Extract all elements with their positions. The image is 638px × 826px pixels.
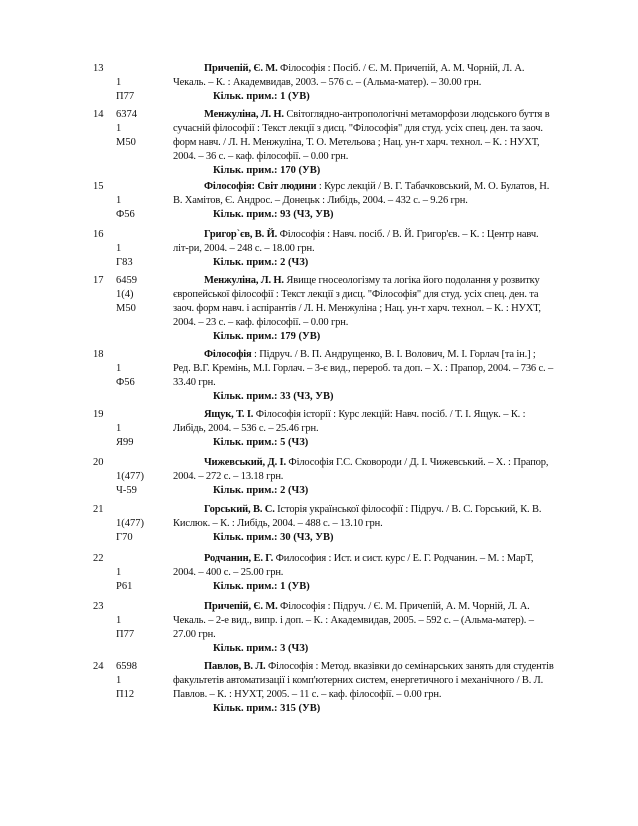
class-index: 1 [116,363,122,374]
copies-label: Кільк. прим.: [213,331,278,342]
inventory-number [116,180,135,194]
author-sign: Ф56 [116,377,135,388]
entry-description [173,108,555,164]
entry-copies [173,580,555,594]
entry-text [173,408,555,450]
entry-number: 17 [93,275,104,286]
entry-number: 18 [93,349,104,360]
entry-class-codes [116,660,137,702]
entry-body: Філософія : Посіб. / Є. М. Причепій, А. М. Чорній, Л. А. Чекаль. – К. : Академвидав, 2003. – 576 с. – (Альма-матер). – 30.00 грн. [173,63,525,88]
copies-value: 93 (ЧЗ, УВ) [280,209,334,220]
entry-description [173,348,555,390]
entry-heading: Філософія [204,349,252,360]
inventory-number [116,348,135,362]
entry-text [173,348,555,404]
copies-label: Кільк. прим.: [213,257,278,268]
inventory-number [116,552,132,566]
author-sign: М50 [116,137,136,148]
entry-heading: Горський, В. С. [204,504,275,515]
entry-copies [173,484,555,498]
entry-text [173,180,555,222]
entry-number: 15 [93,181,104,192]
copies-label: Кільк. прим.: [213,391,278,402]
entry-description [173,62,555,90]
copies-label: Кільк. прим.: [213,437,278,448]
copies-value: 3 (ЧЗ) [280,643,309,654]
entry-body: Філософія історії : Курс лекцій: Навч. посіб. / Т. І. Ящук. – К. : Либідь, 2004. – 536 с. – 25.46 грн. [173,409,526,434]
entry-number: 24 [93,661,104,672]
entry-class-codes [116,274,137,316]
entry-text [173,274,555,344]
copies-label: Кільк. прим.: [213,209,278,220]
entry-text [173,456,555,498]
entry-number: 23 [93,601,104,612]
entry-copies [173,164,555,178]
inventory-number [116,228,133,242]
copies-label: Кільк. прим.: [213,485,278,496]
class-index: 1(477) [116,518,144,529]
class-index: 1(477) [116,471,144,482]
entry-class-codes [116,600,134,642]
entry-text [173,228,555,270]
entry-heading: Філософія: Світ людини [204,181,317,192]
author-sign: Я99 [116,437,134,448]
entry-number: 13 [93,63,104,74]
inventory-number [116,456,144,470]
author-sign: Г70 [116,532,133,543]
entry-heading: Причепій, Є. М. [204,63,278,74]
entry-copies [173,208,555,222]
entry-heading: Чижевський, Д. І. [204,457,286,468]
entry-class-codes [116,108,137,150]
entry-description [173,503,555,531]
entry-number: 16 [93,229,104,240]
copies-label: Кільк. прим.: [213,91,278,102]
class-index: 1 [116,567,122,578]
entry-class-codes [116,228,133,270]
class-index: 1 [116,77,122,88]
entry-text [173,552,555,594]
entry-body: Світоглядно-антропологічні метаморфози людського буття в сучасній філософії : Текст лекції з дисц. "Філософія" для студ. усіх спец. ден. та заоч. форм навч. / Л. Н. Менжуліна, Т. О. Метельова ; Нац. ун-т харч. технол. – К. : НУХТ, 2004. – 36 с. – каф. філософії. – 0.00 грн. [173,109,550,162]
entry-description [173,274,555,330]
copies-value: 2 (ЧЗ) [280,257,309,268]
copies-value: 315 (УВ) [280,703,321,714]
author-sign: Ч-59 [116,485,137,496]
inventory-number [116,600,134,614]
entry-text [173,503,555,545]
entry-number: 19 [93,409,104,420]
entry-description [173,228,555,256]
entry-text [173,600,555,656]
author-sign: П12 [116,689,135,700]
entry-description [173,660,555,702]
entry-body: Філософія : Метод. вказівки до семінарських занять для студентів факультетів автоматизації і комп'ютерних систем, енергетичного і механічного / В. Л. Павлов. – К. : НУХТ, 2005. – 11 с. – каф. філософії. – 0.00 грн. [173,661,554,700]
entry-heading: Ящук, Т. І. [204,409,254,420]
inventory-number [116,62,134,76]
entry-heading: Павлов, В. Л. [204,661,266,672]
entry-body: Історія української філософії : Підруч. / В. С. Горський, К. В. Кислюк. – К. : Либідь, 2004. – 488 с. – 13.10 грн. [173,504,542,529]
entry-class-codes [116,456,144,498]
entry-body: Філософія : Навч. посіб. / В. Й. Григор'єв. – К. : Центр навч. літ-ри, 2004. – 248 с. – 18.00 грн. [173,229,539,254]
entry-class-codes [116,348,135,390]
inventory-number: 6598 [116,661,137,672]
class-index: 1 [116,123,122,134]
entry-copies [173,390,555,404]
entry-description [173,408,555,436]
author-sign: П77 [116,629,135,640]
class-index: 1 [116,423,122,434]
copies-value: 1 (УВ) [280,581,310,592]
class-index: 1 [116,615,122,626]
entry-copies [173,436,555,450]
class-index: 1(4) [116,289,134,300]
entry-number: 21 [93,504,104,515]
entry-copies [173,90,555,104]
copies-label: Кільк. прим.: [213,532,278,543]
entry-class-codes [116,408,134,450]
copies-value: 5 (ЧЗ) [280,437,309,448]
entry-body: : Курс лекцій / В. Г. Табачковський, М. О. Булатов, Н. В. Хамітов, Є. Андрос. – Донецьк : Либідь, 2004. – 432 с. – 9.26 грн. [173,181,550,206]
entry-body: : Підруч. / В. П. Андрущенко, В. І. Волович, М. І. Горлач [та ін.] ; Ред. В.Г. Кремінь, М.І. Горлач. – 3-є вид., перероб. та доп. – Х. : Прапор, 2004. – 736 с. – 33.40 грн. [173,349,554,388]
author-sign: П77 [116,91,135,102]
inventory-number [116,408,134,422]
author-sign: Г83 [116,257,133,268]
entry-description [173,600,555,642]
copies-label: Кільк. прим.: [213,643,278,654]
author-sign: Р61 [116,581,133,592]
entry-body: Філософія Г.С. Сковороди / Д. І. Чижевський. – Х. : Прапор, 2004. – 272 с. – 13.18 грн. [173,457,549,482]
entry-heading: Григор`єв, В. Й. [204,229,278,240]
entry-body: Философия : Ист. и сист. курс / Е. Г. Родчанин. – М. : МарТ, 2004. – 400 с. – 25.00 грн. [173,553,534,578]
entry-copies [173,531,555,545]
entry-class-codes [116,552,132,594]
entry-text [173,62,555,104]
copies-value: 33 (ЧЗ, УВ) [280,391,334,402]
entry-description [173,180,555,208]
entry-heading: Причепій, Є. М. [204,601,278,612]
entry-class-codes [116,503,144,545]
class-index: 1 [116,675,122,686]
author-sign: Ф56 [116,209,135,220]
inventory-number: 6459 [116,275,137,286]
inventory-number [116,503,144,517]
entry-body: Явище гносеологізму та логіка його подолання у розвитку європейської філософії : Текст лекції з дисц. "Філософія" для студ. усіх спец. ден. та заоч. форм навч. і аспірантів / Л. Н. Менжуліна ; Нац. ун-т харч. технол. – К. : НУХТ, 2004. – 23 с. – каф. філософії. – 0.00 грн. [173,275,541,328]
copies-label: Кільк. прим.: [213,581,278,592]
entry-text [173,660,555,716]
copies-value: 1 (УВ) [280,91,310,102]
copies-label: Кільк. прим.: [213,703,278,714]
copies-value: 30 (ЧЗ, УВ) [280,532,334,543]
copies-label: Кільк. прим.: [213,165,278,176]
entry-description [173,552,555,580]
entry-body: Філософія : Підруч. / Є. М. Причепій, А. М. Чорній, Л. А. Чекаль. – 2-е вид., випр. і доп. – К. : Академвидав, 2005. – 592 с. – (Альма-матер). – 27.00 грн. [173,601,534,640]
author-sign: М50 [116,303,136,314]
entry-copies [173,642,555,656]
copies-value: 2 (ЧЗ) [280,485,309,496]
entry-copies [173,702,555,716]
copies-value: 179 (УВ) [280,331,321,342]
class-index: 1 [116,243,122,254]
entry-number: 14 [93,109,104,120]
inventory-number: 6374 [116,109,137,120]
entry-number: 22 [93,553,104,564]
entry-heading: Родчанин, Е. Г. [204,553,274,564]
entry-text [173,108,555,178]
entry-heading: Менжуліна, Л. Н. [204,109,284,120]
entry-class-codes [116,62,134,104]
entry-class-codes [116,180,135,222]
entry-description [173,456,555,484]
class-index: 1 [116,195,122,206]
entry-copies [173,256,555,270]
entry-number: 20 [93,457,104,468]
entry-copies [173,330,555,344]
entry-heading: Менжуліна, Л. Н. [204,275,284,286]
copies-value: 170 (УВ) [280,165,321,176]
